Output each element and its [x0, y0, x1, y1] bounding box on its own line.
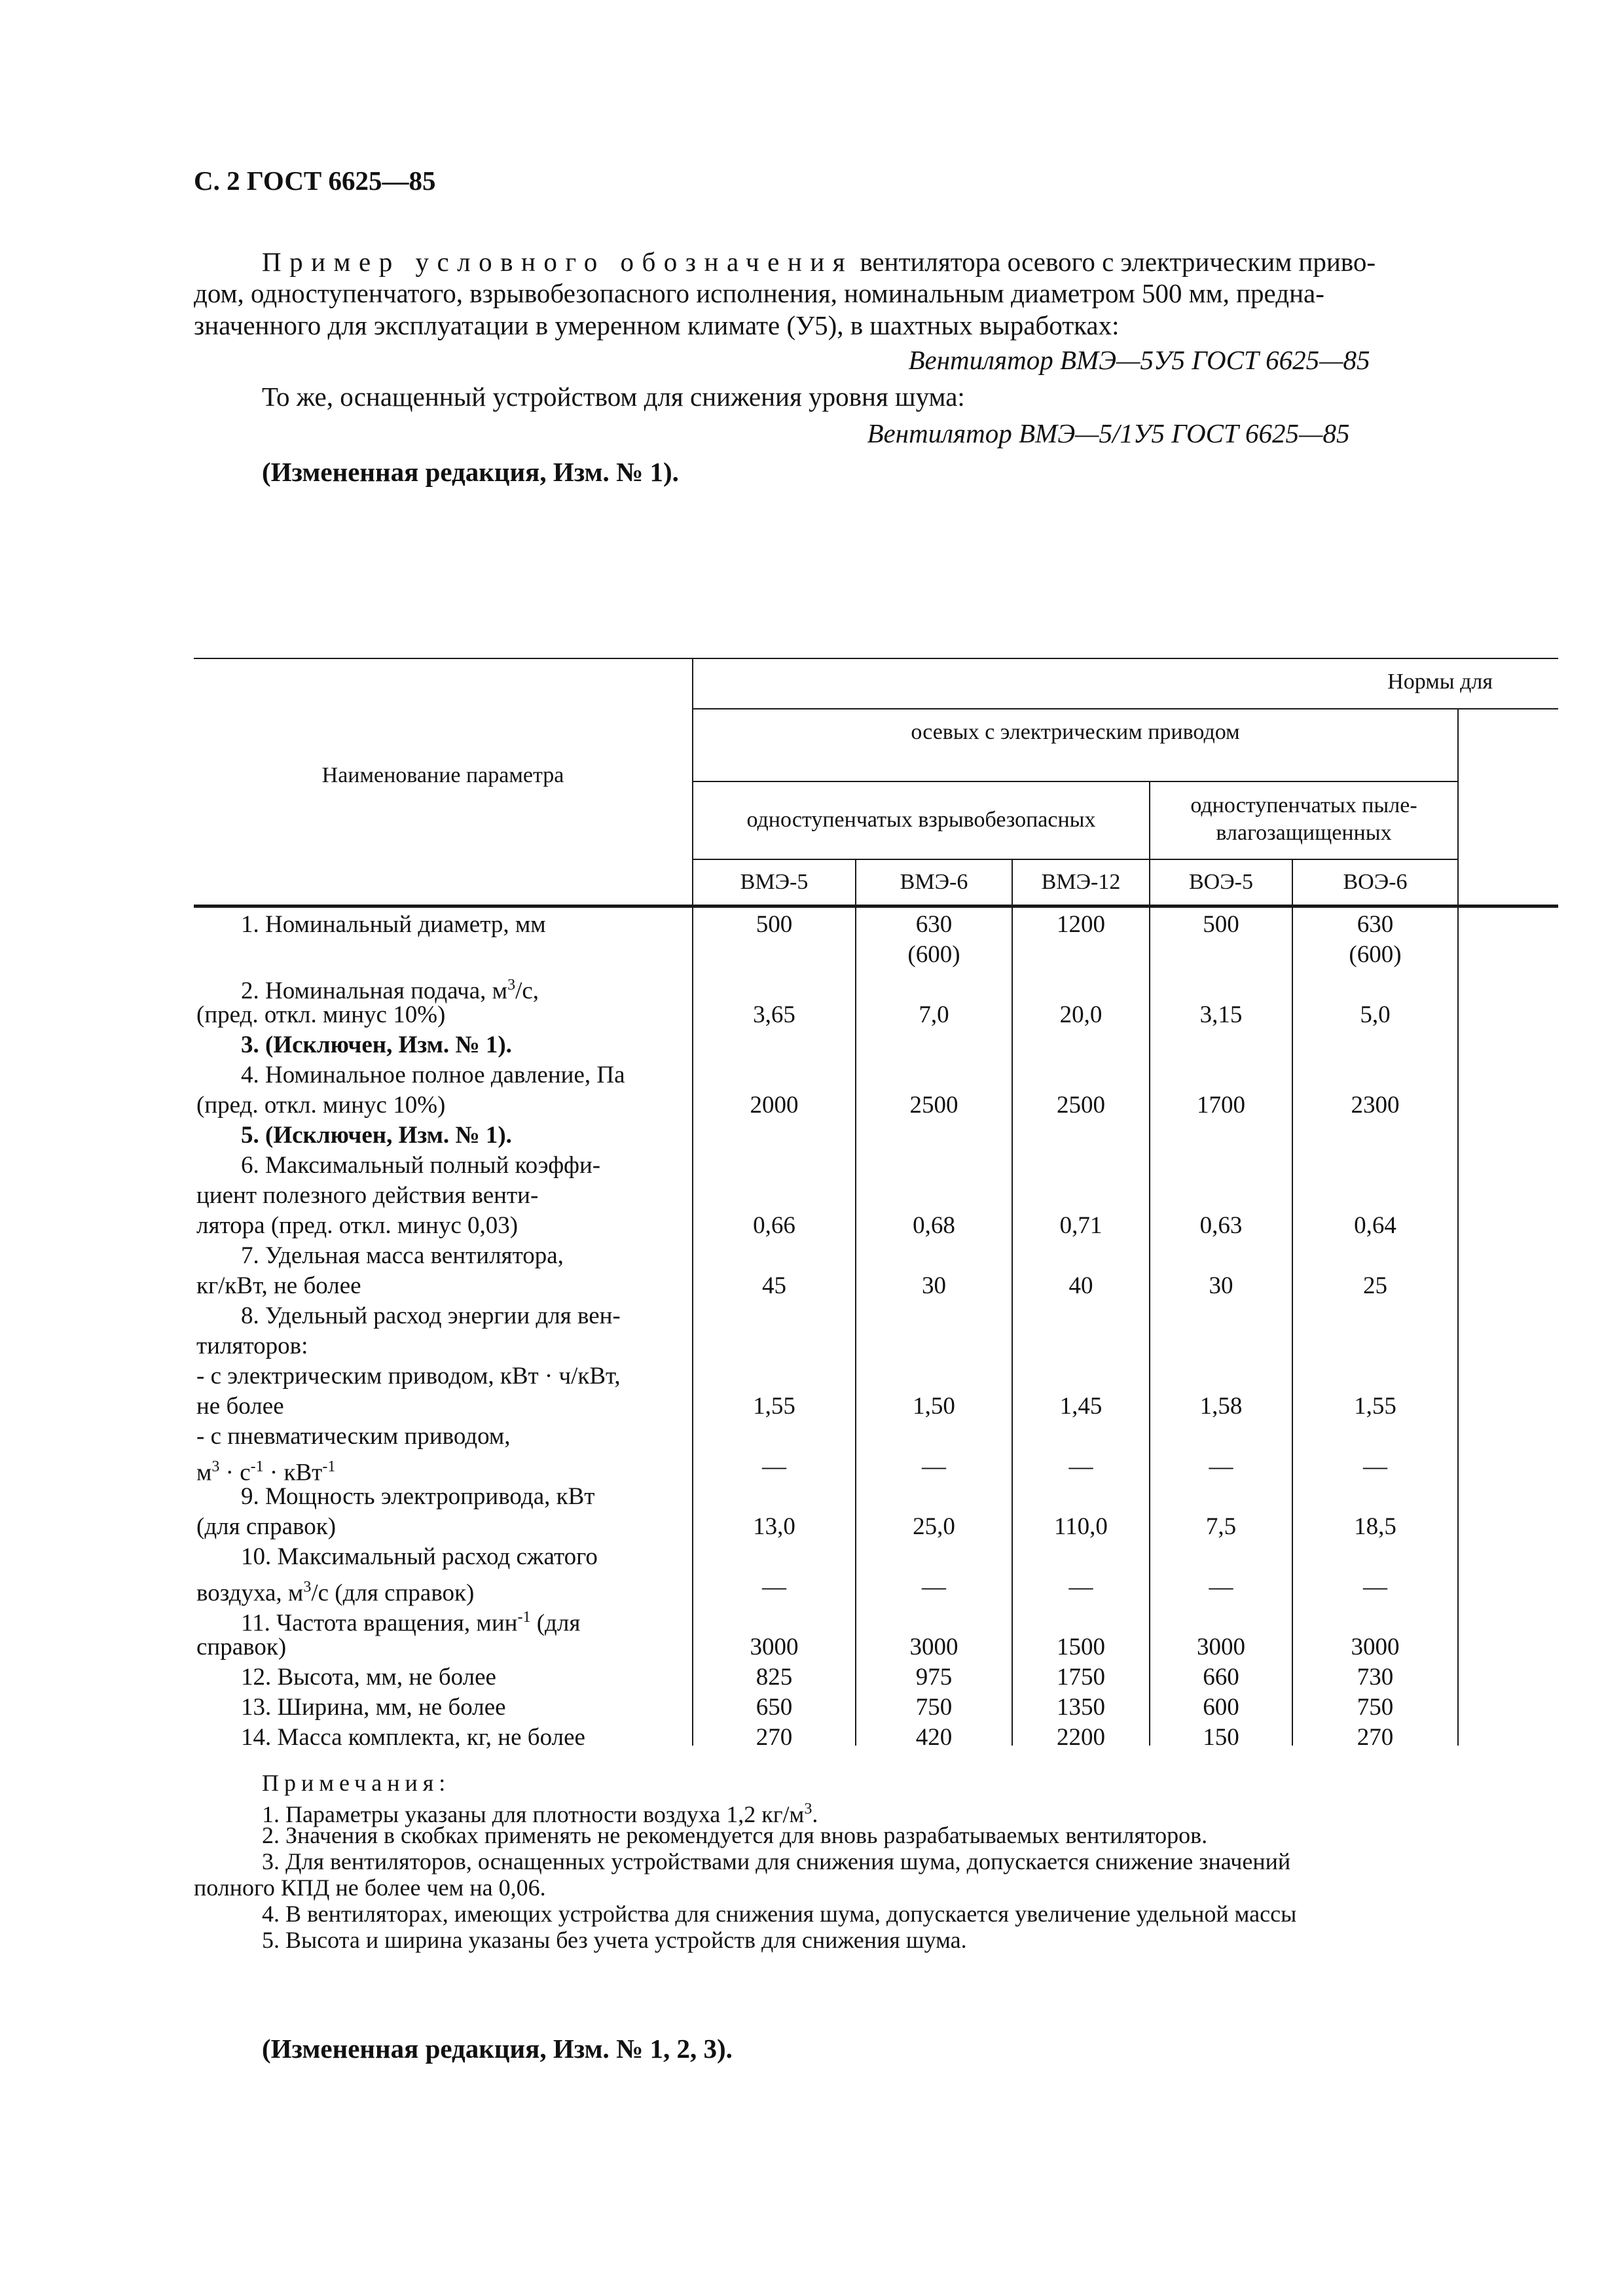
table-cell: 630: [1357, 911, 1394, 938]
table-cell: 13,0: [753, 1513, 795, 1540]
table-cell: 2500: [1057, 1092, 1105, 1119]
group2-header-line-2: влагозащищенных: [1216, 821, 1392, 845]
table-cell: 730: [1357, 1664, 1394, 1691]
model-header: ВОЭ-5: [1189, 870, 1253, 894]
table-cell: 600: [1203, 1694, 1239, 1721]
table-cell: 25,0: [913, 1513, 955, 1540]
note-3-line-2: полного КПД не более чем на 0,06.: [194, 1874, 546, 1901]
group1-header: одноступенчатых взрывобезопасных: [746, 808, 1096, 832]
table-cell-alt: (600): [907, 941, 960, 968]
intro-line-3: значенного для эксплуатации в умеренном климате (У5), в шахтных выработках:: [194, 310, 1120, 340]
row-7-label-2: кг/кВт, не более: [196, 1272, 361, 1299]
table-cell: 630: [915, 911, 953, 938]
row-2-label-1: 2. Номинальная подача, $м^3/с$,: [241, 977, 539, 1005]
row-11-label-2: справок): [196, 1634, 287, 1660]
model-header: ВОЭ-6: [1343, 870, 1408, 894]
page-title: С. 2 ГОСТ 6625—85: [194, 166, 436, 196]
table-cell: —: [1363, 1453, 1387, 1480]
table-cell: 1350: [1057, 1694, 1105, 1721]
model-header: ВМЭ-5: [740, 870, 809, 894]
table-cell: 750: [915, 1694, 953, 1721]
models-rule: [693, 859, 1457, 860]
intro-line-2: дом, одноступенчатого, взрывобезопасного исполнения, номинальным диаметром 500 мм, предна-: [194, 278, 1324, 308]
designation-example-1: Вентилятор ВМЭ—5У5 ГОСТ 6625—85: [908, 345, 1370, 375]
row-8b-label-2: $м^3 \cdot с^{-1} \cdot кВт^{-1}$: [196, 1458, 336, 1486]
table-cell: 1,55: [1354, 1393, 1396, 1420]
designation-lead: Пример условного обозначения: [262, 247, 854, 277]
table-cell: 825: [756, 1664, 793, 1691]
col-divider-3: [1012, 859, 1013, 1746]
table-cell: 660: [1203, 1664, 1239, 1691]
amendment-note-final: (Измененная редакция, Изм. № 1, 2, 3).: [262, 2034, 733, 2064]
table-cell: 7,0: [919, 1001, 949, 1028]
table-cell: 25: [1363, 1272, 1387, 1299]
row-3-label: 3. (Исключен, Изм. № 1).: [241, 1031, 512, 1058]
table-cell: 20,0: [1059, 1001, 1103, 1028]
table-cell: —: [762, 1453, 786, 1480]
row-11-label-1: 11. Частота вращения, мин$^{-1}$ (для: [241, 1609, 581, 1637]
norms-header: Нормы для: [1387, 670, 1493, 694]
table-cell: 1,55: [753, 1393, 795, 1420]
row-12-label: 12. Высота, мм, не более: [241, 1664, 496, 1691]
table-cell: —: [1209, 1573, 1233, 1600]
col-divider-2: [855, 859, 856, 1746]
table-cell: 2300: [1351, 1092, 1400, 1119]
param-header: Наименование параметра: [321, 763, 564, 787]
table-cell: 3,15: [1199, 1001, 1243, 1028]
table-header-bottom-rule: [194, 905, 1558, 908]
table-cell: 30: [922, 1272, 946, 1299]
row-10-label-1: 10. Максимальный расход сжатого: [241, 1543, 598, 1570]
group2-header: [1150, 792, 1457, 847]
row-4-label-1: 4. Номинальное полное давление, Па: [241, 1062, 625, 1088]
note-5: 5. Высота и ширина указаны без учета устройств для снижения шума.: [262, 1927, 967, 1953]
note-3-line-1: 3. Для вентиляторов, оснащенных устройствами для снижения шума, допускается снижение значений: [262, 1848, 1291, 1874]
table-cell: 270: [756, 1724, 793, 1751]
table-cell: 1500: [1057, 1634, 1105, 1660]
row-4-label-2: (пред. откл. минус 10%): [196, 1092, 446, 1119]
table-cell: 45: [762, 1272, 786, 1299]
amendment-note: (Измененная редакция, Изм. № 1).: [262, 457, 679, 487]
table-cell: 420: [915, 1724, 953, 1751]
row-9-label-1: 9. Мощность электропривода, кВт: [241, 1483, 595, 1510]
table-cell: 110,0: [1054, 1513, 1108, 1540]
row-8a-label-2: не более: [196, 1393, 284, 1420]
table-cell: 30: [1209, 1272, 1233, 1299]
table-cell: 3000: [909, 1634, 958, 1660]
group2-header-line-1: одноступенчатых пыле-: [1190, 793, 1417, 817]
col-divider-5: [1292, 859, 1293, 1746]
norms-rule: [693, 708, 1558, 709]
table-cell: 5,0: [1360, 1001, 1391, 1028]
table-cell: —: [922, 1453, 946, 1480]
table-cell: 0,66: [753, 1212, 795, 1239]
table-cell: —: [922, 1573, 946, 1600]
table-cell: —: [762, 1573, 786, 1600]
table-cell: 1200: [1057, 911, 1105, 938]
row-5-label: 5. (Исключен, Изм. № 1).: [241, 1122, 512, 1149]
table-cell: 3000: [1197, 1634, 1245, 1660]
row-8-label-2: тиляторов:: [196, 1333, 308, 1359]
intro-line-1-rest: вентилятора осевого с электрическим приво-: [860, 247, 1376, 277]
table-cell: 2200: [1057, 1724, 1105, 1751]
table-cell: 0,63: [1199, 1212, 1243, 1239]
row-6-label-3: лятора (пред. откл. минус 0,03): [196, 1212, 519, 1239]
table-cell: 750: [1357, 1694, 1394, 1721]
note-2: 2. Значения в скобках применять не рекомендуется для вновь разрабатываемых вентиляторов.: [262, 1822, 1208, 1848]
designation-example-2: Вентилятор ВМЭ—5/1У5 ГОСТ 6625—85: [867, 418, 1350, 448]
axial-rule: [693, 781, 1457, 782]
table-cell: 3,65: [753, 1001, 795, 1028]
row-6-label-2: циент полезного действия венти-: [196, 1182, 539, 1209]
table-cell: 0,68: [913, 1212, 955, 1239]
row-6-label-1: 6. Максимальный полный коэффи-: [241, 1152, 601, 1179]
table-cell: 0,71: [1059, 1212, 1103, 1239]
table-cell: 3000: [1351, 1634, 1400, 1660]
table-cell: 500: [756, 911, 793, 938]
row-2-label-2: (пред. откл. минус 10%): [196, 1001, 446, 1028]
note-4: 4. В вентиляторах, имеющих устройства для снижения шума, допускается увеличение удельной массы: [262, 1901, 1297, 1927]
table-cell: 1,45: [1059, 1393, 1103, 1420]
note-1: 1. Параметры указаны для плотности воздуха 1,2 $кг/м^3$.: [262, 1801, 818, 1827]
table-cell: 1,50: [913, 1393, 955, 1420]
table-cell: 500: [1203, 911, 1239, 938]
row-1-label: 1. Номинальный диаметр, мм: [241, 911, 546, 938]
row-8b-label-1: - с пневматическим приводом,: [196, 1423, 511, 1450]
table-cell: —: [1209, 1453, 1233, 1480]
table-cell: —: [1068, 1453, 1093, 1480]
table-cell: —: [1363, 1573, 1387, 1600]
intro-line-1: [262, 246, 1376, 278]
table-cell: 2000: [750, 1092, 799, 1119]
axial-header: осевых с электрическим приводом: [911, 720, 1240, 744]
table-cell: 2500: [909, 1092, 958, 1119]
table-cell-alt: (600): [1349, 941, 1402, 968]
col-divider-6: [1457, 708, 1459, 1746]
model-header: ВМЭ-12: [1041, 870, 1121, 894]
notes-title: Примечания:: [262, 1770, 451, 1796]
designation-example-2-intro: То же, оснащенный устройством для снижения уровня шума:: [262, 382, 965, 412]
table-cell: 18,5: [1354, 1513, 1396, 1540]
table-cell: 1700: [1197, 1092, 1245, 1119]
table-cell: 1750: [1057, 1664, 1105, 1691]
row-8-label-1: 8. Удельный расход энергии для вен-: [241, 1302, 621, 1329]
row-8a-label-1: - с электрическим приводом, кВт · ч/кВт,: [196, 1363, 621, 1390]
table-cell: 975: [915, 1664, 953, 1691]
row-10-label-2: воздуха, $м^3/с$ (для справок): [196, 1579, 475, 1607]
table-cell: 7,5: [1205, 1513, 1237, 1540]
table-cell: 1,58: [1199, 1393, 1243, 1420]
table-top-rule: [194, 658, 1558, 659]
table-cell: 270: [1357, 1724, 1394, 1751]
table-cell: —: [1068, 1573, 1093, 1600]
model-header: ВМЭ-6: [900, 870, 968, 894]
table-cell: 150: [1203, 1724, 1239, 1751]
table-cell: 3000: [750, 1634, 799, 1660]
table-cell: 0,64: [1354, 1212, 1396, 1239]
table-cell: 40: [1068, 1272, 1093, 1299]
row-9-label-2: (для справок): [196, 1513, 337, 1540]
row-13-label: 13. Ширина, мм, не более: [241, 1694, 506, 1721]
row-14-label: 14. Масса комплекта, кг, не более: [241, 1724, 585, 1751]
table-cell: 650: [756, 1694, 793, 1721]
row-7-label-1: 7. Удельная масса вентилятора,: [241, 1242, 564, 1269]
